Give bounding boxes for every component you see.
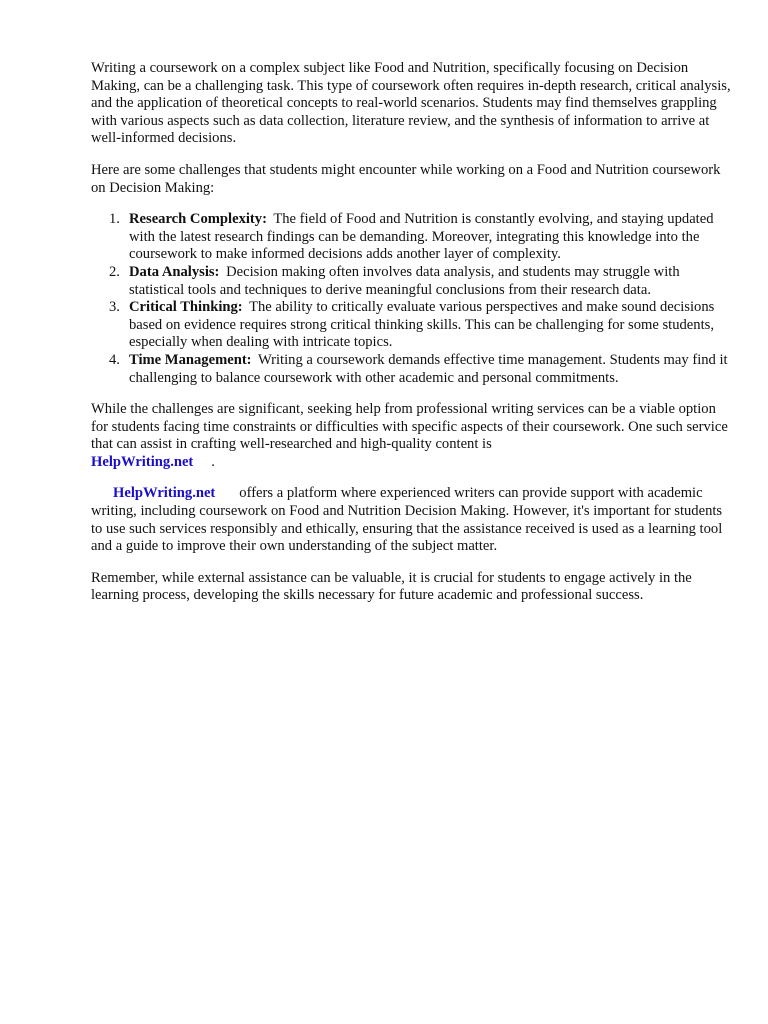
challenge-item-time-management: [91, 352, 731, 387]
document-page: [91, 60, 731, 619]
challenge-term: Data Analysis:: [129, 263, 220, 280]
help-intro-text: While the challenges are significant, seeking help from professional writing services can be a viable option for students facing time constraints or difficulties with specific aspects of their coursework. One such service that can assist in crafting well-researched and high-quality content is: [91, 401, 728, 453]
challenge-text: The ability to critically evaluate various perspectives and make sound decisions based on evidence requires strong critical thinking skills. This can be challenging for some students, especially when dealing with intricate topics.: [129, 299, 715, 351]
help-intro-period: .: [211, 453, 215, 470]
list-item-number: 4.: [109, 351, 120, 368]
helpwriting-link-inline[interactable]: HelpWriting.net: [113, 485, 216, 502]
challenge-term: Research Complexity:: [129, 211, 267, 228]
service-description-paragraph: [91, 485, 731, 555]
challenges-intro-paragraph: Here are some challenges that students might encounter while working on a Food and Nutrition coursework on Decision Making:: [91, 161, 721, 196]
challenge-term: Critical Thinking:: [129, 299, 243, 316]
challenge-item-data-analysis: [91, 264, 731, 299]
help-intro-paragraph: [91, 401, 731, 471]
challenge-text: The field of Food and Nutrition is constantly evolving, and staying updated with the latest research findings can be demanding. Moreover, integrating this knowledge into the coursework to make informed decisions adds another layer of complexity.: [129, 211, 714, 263]
challenge-text: Writing a coursework demands effective time management. Students may find it challenging to balance coursework with other academic and personal commitments.: [129, 351, 728, 386]
closing-paragraph: Remember, while external assistance can be valuable, it is crucial for students to engage actively in the learning process, developing the skills necessary for future academic and professional success.: [91, 569, 692, 604]
list-item-number: 3.: [109, 299, 120, 316]
challenge-item-research-complexity: [91, 211, 731, 264]
list-item-number: 1.: [109, 211, 120, 228]
service-description-text: offers a platform where experienced writers can provide support with academic writing, including coursework on Food and Nutrition Decision Making. However, it's important for students to use such services responsibly and ethically, ensuring that the assistance received is used as a learning tool and a guide to improve their own understanding of the subject matter.: [91, 485, 723, 555]
challenges-list: [91, 211, 731, 387]
challenge-term: Time Management:: [129, 351, 252, 368]
intro-paragraph: Writing a coursework on a complex subject like Food and Nutrition, specifically focusing on Decision Making, can be a challenging task. This type of coursework often requires in-depth research, critical analysis, and the application of theoretical concepts to real-world scenarios. Students may find themselves grappling with various aspects such as data collection, literature review, and the synthesis of information to arrive at well-informed decisions.: [91, 60, 731, 147]
list-item-number: 2.: [109, 263, 120, 280]
helpwriting-link[interactable]: HelpWriting.net: [91, 453, 194, 470]
challenge-item-critical-thinking: [91, 299, 731, 352]
challenge-text: Decision making often involves data analysis, and students may struggle with statistical tools and techniques to derive meaningful conclusions from their research data.: [129, 263, 680, 298]
